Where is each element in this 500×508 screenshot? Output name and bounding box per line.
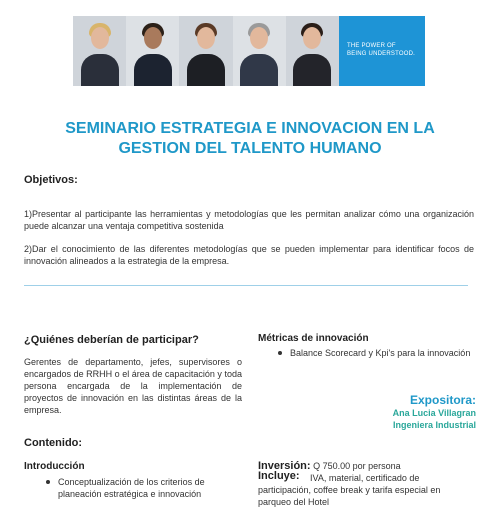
expositora-label: Expositora: xyxy=(409,393,476,407)
metricas-item: Balance Scorecard y Kpi's para la innovación xyxy=(290,348,471,358)
person-photo-4 xyxy=(233,16,286,86)
contenido-heading: Contenido: xyxy=(24,437,83,449)
person-photo-2 xyxy=(126,16,179,86)
person-photo-5 xyxy=(286,16,339,86)
brand-tagline-panel xyxy=(339,16,425,86)
person-photo-1 xyxy=(73,16,126,86)
header-banner xyxy=(73,16,425,86)
page-title xyxy=(30,119,470,159)
inversion-value: Q 750.00 por persona xyxy=(310,461,401,471)
objetivo-2: 2)Dar el conocimiento de las diferentes metodologías que se pueden implementar para identificar focos de innovación alineados a la estrategia de la empresa. xyxy=(24,244,474,266)
person-photo-3 xyxy=(179,16,232,86)
bullet-dot xyxy=(278,351,282,355)
banner-photo-people xyxy=(73,16,339,86)
tagline-line1: THE POWER OF xyxy=(347,43,396,49)
participantes-text: Gerentes de departamento, jefes, supervisores o encargados de RRHH o el área de capacitación y toda persona encargada de la implementación de proyectos de innovación en las distintas áreas de la empresa. xyxy=(24,357,242,415)
participantes-heading: ¿Quiénes deberían de participar? xyxy=(24,334,199,346)
section-divider xyxy=(24,285,468,286)
contenido-item: Conceptualización de los criterios de planeación estratégica e innovación xyxy=(58,477,205,499)
incluye-value: IVA, material, certificado de participación, coffee break y tarifa especial en parqueo del Hotel xyxy=(258,473,441,507)
expositora-title: Ingeniera Industrial xyxy=(392,420,476,430)
expositora-name: Ana Lucia Villagran xyxy=(392,408,476,418)
contenido-subheading: Introducción xyxy=(24,461,85,472)
title-line1: SEMINARIO ESTRATEGIA E INNOVACION EN LA xyxy=(65,120,435,137)
metricas-heading: Métricas de innovación xyxy=(258,333,369,344)
incluye-label: Incluye: xyxy=(258,470,300,482)
title-line2: GESTION DEL TALENTO HUMANO xyxy=(118,140,382,157)
objetivos-heading: Objetivos: xyxy=(24,174,78,186)
bullet-dot xyxy=(46,480,50,484)
inversion-label: Inversión: xyxy=(258,460,311,472)
objetivo-1: 1)Presentar al participante las herramientas y metodologías que les permitan analizar cómo una organización puede alcanzar una ventaja competitiva sostenida xyxy=(24,209,474,231)
tagline-line2: BEING UNDERSTOOD. xyxy=(347,51,415,57)
